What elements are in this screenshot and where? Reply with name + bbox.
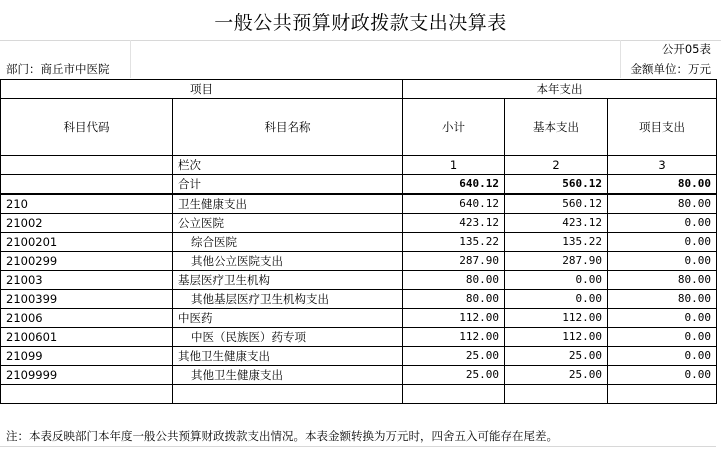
empty-cell [173, 385, 403, 404]
row-code: 21003 [1, 271, 173, 290]
row-project: 0.00 [608, 328, 717, 347]
table-row [1, 194, 717, 214]
row-basic: 25.00 [505, 366, 608, 385]
row-project: 80.00 [608, 194, 717, 214]
row-name: 其他卫生健康支出 [173, 366, 403, 385]
header-row-1 [1, 80, 717, 99]
total-basic: 560.12 [505, 175, 608, 195]
row-code: 21099 [1, 347, 173, 366]
row-code: 2100601 [1, 328, 173, 347]
row-code: 2100299 [1, 252, 173, 271]
row-name: 其他公立医院支出 [173, 252, 403, 271]
row-basic: 112.00 [505, 328, 608, 347]
empty-cell [608, 385, 717, 404]
header-current-year: 本年支出 [403, 80, 717, 99]
table-row [1, 347, 717, 366]
row-project: 80.00 [608, 271, 717, 290]
table-row [1, 252, 717, 271]
page-title: 一般公共预算财政拨款支出决算表 [214, 12, 507, 34]
table-row [1, 233, 717, 252]
row-code: 2109999 [1, 366, 173, 385]
row-name: 其他卫生健康支出 [173, 347, 403, 366]
row-subtotal: 135.22 [403, 233, 505, 252]
row-subtotal: 640.12 [403, 194, 505, 214]
total-subtotal: 640.12 [403, 175, 505, 195]
row-subtotal: 25.00 [403, 366, 505, 385]
row-code: 210 [1, 194, 173, 214]
row-project: 0.00 [608, 309, 717, 328]
footnote: 注：本表反映部门本年度一般公共预算财政拨款支出情况。本表金额转换为万元时，四舍五入可能存在尾差。 [6, 429, 558, 443]
empty-cell [505, 385, 608, 404]
expenditure-table [0, 79, 717, 404]
row-project: 0.00 [608, 214, 717, 233]
empty-cell [1, 385, 173, 404]
empty-row [1, 385, 717, 404]
row-name: 卫生健康支出 [173, 194, 403, 214]
row-subtotal: 25.00 [403, 347, 505, 366]
row-basic: 25.00 [505, 347, 608, 366]
row-project: 0.00 [608, 233, 717, 252]
total-label: 合计 [173, 175, 403, 195]
row-name: 中医（民族医）药专项 [173, 328, 403, 347]
header-code: 科目代码 [1, 99, 173, 156]
row-name: 综合医院 [173, 233, 403, 252]
row-basic: 0.00 [505, 290, 608, 309]
table-row [1, 271, 717, 290]
row-basic: 423.12 [505, 214, 608, 233]
row-name: 其他基层医疗卫生机构支出 [173, 290, 403, 309]
row-subtotal: 112.00 [403, 309, 505, 328]
grid-separator [130, 40, 131, 78]
row-name: 公立医院 [173, 214, 403, 233]
header-subtotal: 小计 [403, 99, 505, 156]
row-basic: 560.12 [505, 194, 608, 214]
row-project: 0.00 [608, 347, 717, 366]
row-project: 0.00 [608, 366, 717, 385]
empty-cell [1, 175, 173, 195]
table-row [1, 366, 717, 385]
row-name: 基层医疗卫生机构 [173, 271, 403, 290]
row-basic: 287.90 [505, 252, 608, 271]
column-index-1: 1 [403, 156, 505, 175]
row-basic: 112.00 [505, 309, 608, 328]
row-code: 21006 [1, 309, 173, 328]
header-name: 科目名称 [173, 99, 403, 156]
column-label: 栏次 [173, 156, 403, 175]
empty-cell [1, 156, 173, 175]
row-code: 2100399 [1, 290, 173, 309]
table-row [1, 290, 717, 309]
department-label: 部门：商丘市中医院 [6, 62, 110, 76]
row-project: 0.00 [608, 252, 717, 271]
row-basic: 135.22 [505, 233, 608, 252]
empty-cell [403, 385, 505, 404]
row-subtotal: 80.00 [403, 271, 505, 290]
total-row [1, 175, 717, 195]
unit-label: 金额单位：万元 [630, 62, 711, 76]
top-divider [0, 40, 721, 41]
bottom-divider [0, 446, 716, 447]
row-name: 中医药 [173, 309, 403, 328]
row-subtotal: 423.12 [403, 214, 505, 233]
header-basic: 基本支出 [505, 99, 608, 156]
table-row [1, 328, 717, 347]
row-subtotal: 112.00 [403, 328, 505, 347]
total-project: 80.00 [608, 175, 717, 195]
row-subtotal: 287.90 [403, 252, 505, 271]
row-subtotal: 80.00 [403, 290, 505, 309]
column-index-2: 2 [505, 156, 608, 175]
table-row [1, 214, 717, 233]
header-project-exp: 项目支出 [608, 99, 717, 156]
row-code: 2100201 [1, 233, 173, 252]
table-row [1, 309, 717, 328]
row-basic: 0.00 [505, 271, 608, 290]
header-row-2 [1, 99, 717, 156]
form-number: 公开05表 [661, 42, 711, 56]
grid-separator [620, 40, 621, 78]
column-index-row [1, 156, 717, 175]
row-project: 80.00 [608, 290, 717, 309]
row-code: 21002 [1, 214, 173, 233]
header-project: 项目 [1, 80, 403, 99]
column-index-3: 3 [608, 156, 717, 175]
